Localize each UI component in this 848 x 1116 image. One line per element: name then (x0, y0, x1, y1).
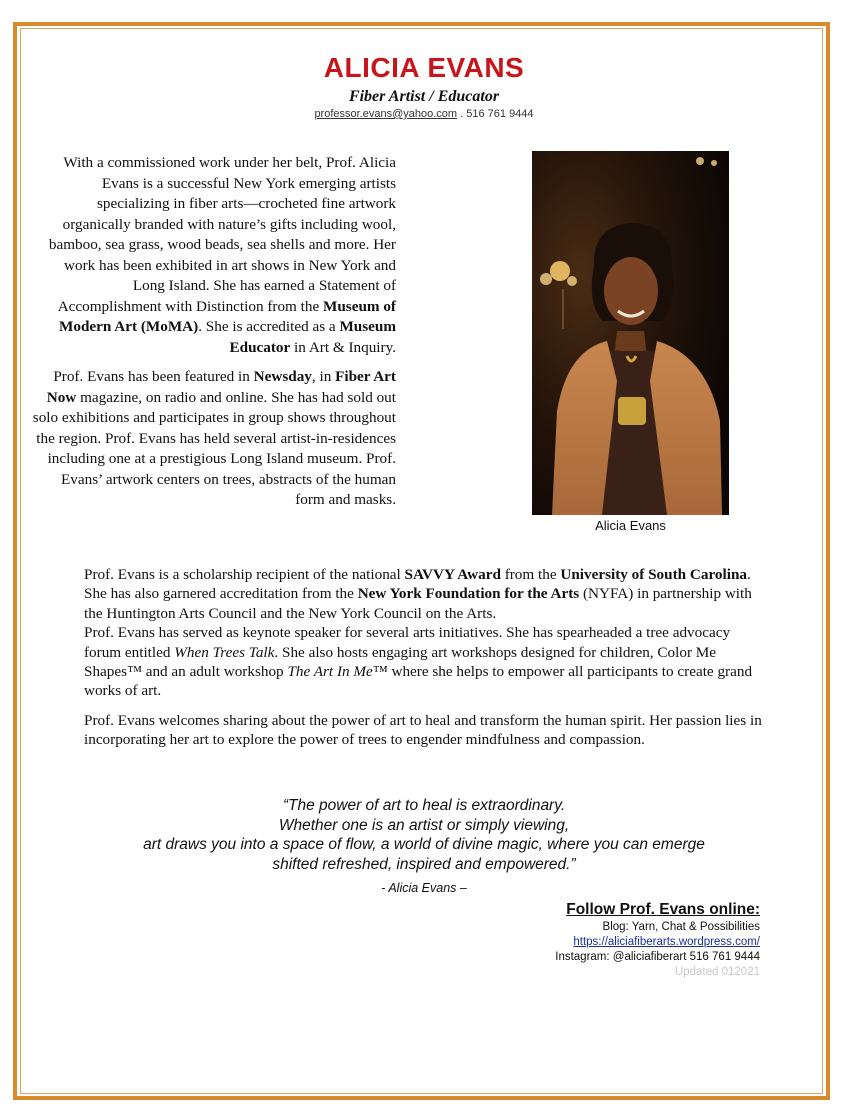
newsday: Newsday (253, 368, 312, 385)
email-link[interactable]: professor.evans@yahoo.com (314, 108, 458, 120)
blog-line: Blog: Yarn, Chat & Possibilities (602, 921, 760, 933)
body-paragraph-3: Prof. Evans welcomes sharing about the power of art to heal and transform the human spirit. Her passion lies in incorporating her art to explore the power of trees to engender mindfulness and compassion. (84, 711, 762, 749)
quote-line: art draws you into a space of flow, a world of divine magic, where you can emerge (143, 836, 705, 853)
quote (60, 796, 788, 874)
when-trees-talk: When Trees Talk (174, 643, 275, 661)
body-paragraph-2: Prof. Evans has served as keynote speaker for several arts initiatives. She has spearheaded a tree advocacy forum entitled When Trees Talk. She also hosts engaging art workshops designed for children, Color Me Shapes™ and an adult workshop The Art In Me™ where she helps to empower all participants to create grand works of art. (84, 624, 753, 700)
instagram-line: Instagram: @aliciafiberart 516 761 9444 (555, 951, 760, 963)
updated-stamp: Updated 012021 (674, 966, 760, 978)
quote-attribution: - Alicia Evans – (381, 881, 467, 895)
savvy-award: SAVVY Award (404, 566, 501, 583)
intro-text (30, 153, 396, 520)
photo-caption: Alicia Evans (595, 518, 666, 533)
museum-educator: Museum Educator (229, 318, 396, 356)
quote-line: shifted refreshed, inspired and empowered.” (272, 855, 576, 873)
intro-paragraph-2: Prof. Evans has been featured in Newsday, in Fiber Art Now magazine, on radio and online. She has had sold out solo exhibitions and participates in group shows throughout the region. Prof. Evans has held several artist-in-residences including one at a prestigious Long Island museum. Prof. Evans’ artwork centers on trees, abstracts of the human form and masks. (32, 368, 396, 508)
portrait-illustration (532, 151, 729, 515)
quote-line: “The power of art to heal is extraordinary. (282, 797, 566, 814)
university-name: University of South Carolina (560, 566, 747, 583)
moma-name: Museum of Modern Art (MoMA) (59, 297, 396, 335)
follow-section (555, 900, 760, 980)
portrait-photo (532, 151, 729, 515)
biography-body (84, 565, 764, 750)
body-paragraph-1: Prof. Evans is a scholarship recipient of the national SAVVY Award from the University of South Carolina. She has also garnered accreditation from the New York Foundation for the Arts (NYFA) in partnership with the Huntington Arts Council and the New York Council on the Arts. (84, 566, 752, 622)
phone-number: 516 761 9444 (466, 108, 534, 120)
follow-heading: Follow Prof. Evans online: (566, 901, 760, 918)
fiber-art-now: Fiber Art Now (46, 368, 396, 406)
blog-link[interactable]: https://aliciafiberarts.wordpress.com/ (573, 936, 760, 948)
contact-separator: . (457, 108, 467, 120)
artist-name: ALICIA EVANS (323, 52, 525, 83)
nyfa-name: New York Foundation for the Arts (357, 585, 580, 603)
contact-line (0, 108, 848, 120)
artist-role: Fiber Artist / Educator (348, 88, 500, 105)
quote-line: Whether one is an artist or simply viewing, (278, 816, 570, 834)
art-in-me: The Art In Me (287, 663, 373, 681)
intro-paragraph-1: With a commissioned work under her belt, Prof. Alicia Evans is a successful New York emerging artists specializing in fiber arts—crocheted fine artwork organically branded with nature’s gifts including wool, bamboo, sea grass, wood beads, sea shells and more. Her work has been exhibited in art shows in New York and Long Island. She has earned a Statement of Accomplishment with Distinction from the Museum of Modern Art (MoMA). She is accredited as a Museum Educator in Art & Inquiry. (48, 154, 396, 356)
